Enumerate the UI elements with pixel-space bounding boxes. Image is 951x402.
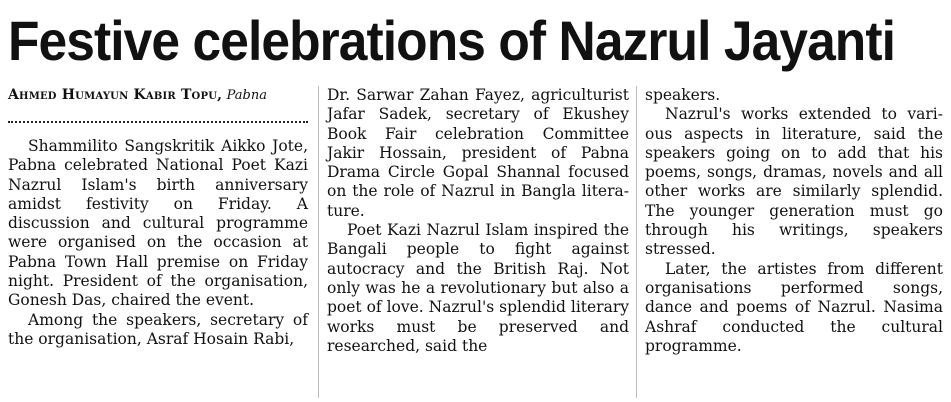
- column-divider: [636, 86, 637, 398]
- byline-author: Ahmed Humayun Kabir Topu,: [8, 87, 223, 103]
- article-column-3: [645, 86, 943, 398]
- paragraph: speakers.: [645, 86, 721, 104]
- headline: Festive celebrations of Nazrul Jayanti: [8, 9, 895, 72]
- dotted-separator: [8, 107, 308, 123]
- paragraph: Among the speakers, secretary of the organisation, Asraf Hosain Rabi,: [8, 310, 308, 348]
- article-column-2: [327, 86, 629, 398]
- article-column-1: [8, 86, 308, 398]
- paragraph: Poet Kazi Nazrul Islam inspired the Bangali people to fight against autocracy and the British Raj. Not only was he a revolutionary but also a poet of love. Nazrul's splendid literary works must be preserved and researched, said the: [327, 221, 629, 355]
- paragraph: Nazrul's works extended to various aspects in literature, said the speakers going on to add that his poems, songs, dramas, novels and all other works are similarly splendid. The younger generation must go through his writings, speakers stressed.: [645, 105, 943, 259]
- paragraph: Later, the artistes from different organisations performed songs, dance and poems of Nazrul. Nasima Ashraf conducted the cultural programme.: [645, 259, 943, 355]
- paragraph: Shammilito Sangskritik Aikko Jote, Pabna celebrated National Poet Kazi Nazrul Islam's birth anniversary amidst festivity on Friday. A discussion and cultural programme were organised on the occasion at Pabna Town Hall premise on Friday night. President of the organisation, Gonesh Das, chaired the event.: [8, 137, 308, 310]
- column-divider: [318, 86, 319, 398]
- byline-location: Pabna: [226, 88, 267, 103]
- paragraph: Dr. Sarwar Zahan Fayez, agriculturist Jafar Sadek, secretary of Ekushey Book Fair celebration Committee Jakir Hossain, president of Pabna Drama Circle Gopal Shannal focused on the role of Nazrul in Bangla literature.: [327, 86, 629, 220]
- byline: [8, 86, 308, 105]
